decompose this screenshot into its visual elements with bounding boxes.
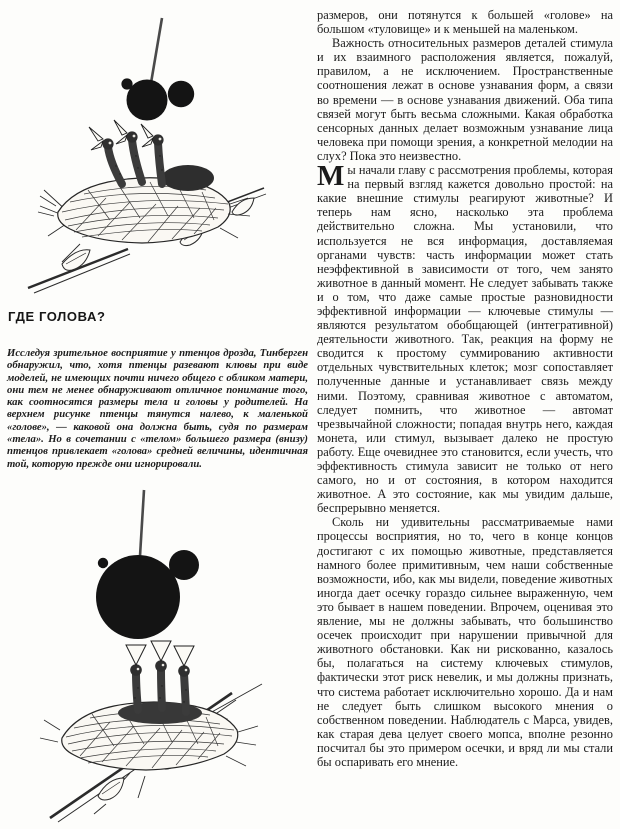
stimulus-model-large-body [96, 490, 199, 639]
paragraph: Важность относительных размеров деталей стимула и их взаимного расположения является, пожалуй, правилом, а не исключением. Пространственные соотношения лежат в основе узнавания форм, а связи во времени — в основе узнавания движений. Оба типа связей могут быть весьма сложными. Какая обработка сенсорных данных делает возможным узнавание лица человека при помощи зрения, а конкретной мелодии на слух? Пока это неизвестно. [317, 36, 613, 163]
model-rod [151, 18, 162, 83]
nest-drawing [38, 178, 250, 243]
paragraph-text: ы начали главу с рассмотрения проблемы, которая на первый взгляд кажется довольно простой: на какие внешние стимулы реагируют животные? И теперь нам ясно, насколько эта проблема действительно сложна. Мы установили, что используется не вся информация, доставляемая органами чувств: часть информации может стать неэффективной в зависимости от того, чем занято животное в данный момент. Не следует забывать также и о том, что даже самые простые разновидности эффективной информации — ключевые стимулы — являются результатом обобщающей (интегративной) деятельности животного. Так, реакция на форму не сводится к простому суммированию активности отдельных чувствительных клеток; мозг сопоставляет полученные данные и устанавливает связь между ними. Поэтому, сравнивая животное с автоматом, следует помнить, что животное — автомат чрезвычайной сложности; попадая внутрь него, каждая монета, или стимул, вызывает далеко не простую работу. Еще очевиднее это становится, если учесть, что эффективность стимула зависит не только от него самого, но и от состояния, в котором находится животное. А это состояние, как мы увидим дальше, беспрерывно меняется. [317, 163, 613, 516]
figure-top-model-small-head [10, 6, 300, 298]
model-side-disc [168, 81, 194, 107]
chicks-drawing [118, 641, 202, 724]
section-heading: ГДЕ ГОЛОВА? [8, 309, 106, 324]
paragraph: Сколь ни удивительны рассматриваемые нами процессы восприятия, но то, чего в конце концов достигают с их помощью животные, представляется намного более примитивным, чем наши собственные возможности, ибо, как мы видели, поведение животных иногда дает осечку гораздо сильнее выраженную, чем это бывает в нашем поведении. Впрочем, оценивая это явление, мы не должны забывать, что большинство осечек происходит при нарушении привычной для животного обстановки. Как ни рискованно, казалось бы, полагаться на систему ключевых стимулов, фактически этот риск невелик, и мы должны признать, что система работает исключительно хорошо. Да и нам не следует быть слишком высокого мнения о собственном поведении. Наблюдатель с Марса, увидев, как старая дева целует своего мопса, вполне резонно посчитал бы это примером осечки, и вряд ли мы стали бы оспаривать его мнение. [317, 515, 613, 769]
model-body-disc [127, 80, 168, 121]
stimulus-model-small-head [121, 18, 194, 121]
model-tiny-disc [98, 558, 108, 568]
dropcap-letter: М [317, 160, 345, 193]
model-large-body-disc [96, 555, 180, 639]
model-rod [140, 490, 144, 556]
paragraph-with-dropcap [317, 160, 613, 516]
figure-caption: Исследуя зрительное восприятие у птенцов дрозда, Тинберген обнаружил, что, хотя птенцы разевают клювы при виде моделей, не имеющих почти ничего общего с обликом матери, они тем не менее обнаруживают отличное понимание того, как соотносятся размеры тела и головы у родителей. На верхнем рисунке птенцы тянутся налево, к маленькой «голове», — каковой она должна быть, судя по размерам «тела». Но в сочетании с «телом» большего размера (внизу) птенцов привлекает «голова» средней величины, идентичная той, которую прежде они игнорировали. [7, 347, 308, 470]
figure-bottom-model-large-body [10, 488, 300, 826]
paragraph-continuation: размеров, они потянутся к большей «голове» на большом «туловище» и к меньшей на маленьком. [317, 8, 613, 37]
model-medium-head-disc [169, 550, 199, 580]
body-text-column [317, 8, 613, 769]
